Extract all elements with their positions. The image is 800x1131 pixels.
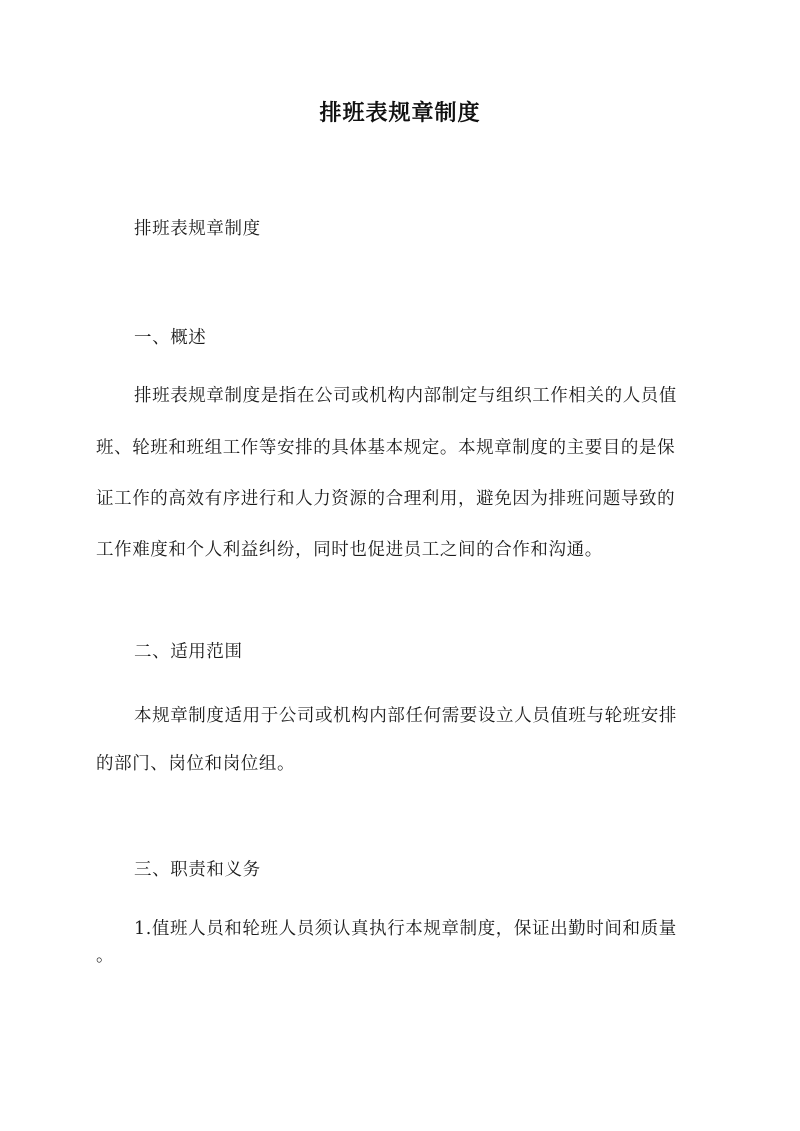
paragraph-line: 1.值班人员和轮班人员须认真执行本规章制度，保证出勤时间和质量 [134, 919, 677, 939]
section-heading-overview: 一、概述 [134, 328, 207, 348]
section-heading-scope: 二、适用范围 [134, 642, 243, 662]
paragraph-line: 证工作的高效有序进行和人力资源的合理利用，避免因为排班问题导致的 [96, 489, 676, 509]
paragraph-line: 工作难度和个人利益纠纷，同时也促进员工之间的合作和沟通。 [96, 540, 603, 560]
paragraph-line: 。 [96, 946, 115, 966]
document-subtitle: 排班表规章制度 [134, 219, 261, 239]
document-title: 排班表规章制度 [319, 100, 481, 126]
paragraph-line: 班、轮班和班组工作等安排的具体基本规定。本规章制度的主要目的是保 [96, 438, 676, 458]
paragraph-line: 的部门、岗位和岗位组。 [96, 754, 296, 774]
paragraph-line: 本规章制度适用于公司或机构内部任何需要设立人员值班与轮班安排 [134, 706, 677, 726]
paragraph-line: 排班表规章制度是指在公司或机构内部制定与组织工作相关的人员值 [134, 386, 677, 406]
section-heading-duties: 三、职责和义务 [134, 860, 261, 880]
